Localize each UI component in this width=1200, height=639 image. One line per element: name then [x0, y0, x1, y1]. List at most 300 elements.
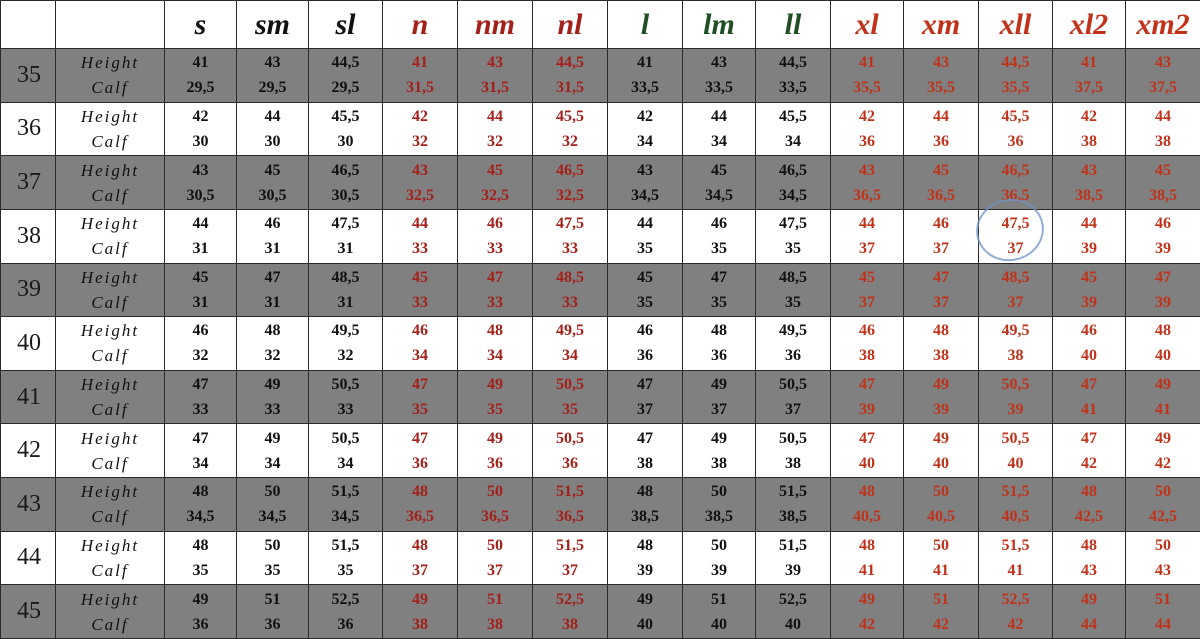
size-row [1, 49, 1200, 103]
height-value: 47 [1081, 429, 1097, 447]
calf-value: 32 [264, 347, 281, 365]
height-value: 48 [1155, 322, 1171, 340]
measurement-cell [533, 102, 608, 156]
measurement-cell [309, 49, 383, 103]
shoe-size-label: 40 [1, 317, 56, 371]
calf-value: 36 [711, 347, 727, 365]
calf-value: 29,5 [186, 79, 215, 97]
height-value: 44,5 [779, 54, 807, 72]
calf-value: 42 [1007, 615, 1024, 633]
measurement-cell [383, 370, 458, 424]
calf-value: 40 [1081, 347, 1097, 365]
measurement-cell [979, 478, 1053, 532]
height-value: 43 [412, 161, 428, 179]
height-value: 48 [192, 536, 209, 554]
measurement-cell [533, 478, 608, 532]
height-value: 49 [933, 376, 949, 394]
height-value: 50 [487, 483, 503, 501]
measurement-cell [383, 156, 458, 210]
height-value: 48,5 [779, 268, 807, 286]
calf-value: 38,5 [1149, 186, 1177, 204]
calf-value: 30,5 [186, 186, 215, 204]
measurement-cell [683, 370, 756, 424]
height-value: 45 [933, 161, 949, 179]
calf-value: 34 [337, 454, 354, 472]
calf-value: 37 [785, 401, 801, 419]
measurement-cell [458, 478, 533, 532]
calf-value: 32 [412, 132, 428, 150]
height-value: 43 [487, 54, 503, 72]
shoe-size-label: 44 [1, 531, 56, 585]
measurement-cell [309, 209, 383, 263]
calf-value: 35 [487, 401, 503, 419]
calf-value: 41 [1155, 401, 1171, 419]
height-value: 46 [637, 322, 653, 340]
calf-value: 34 [637, 132, 653, 150]
height-value: 44 [637, 215, 653, 233]
calf-value: 42 [859, 615, 875, 633]
measurement-cell [831, 156, 904, 210]
measurement-cell [756, 478, 831, 532]
calf-value: 37 [562, 561, 578, 579]
calf-value: 35 [711, 293, 727, 311]
height-value: 48 [711, 322, 727, 340]
measurement-cell [383, 531, 458, 585]
measurement-cell [383, 263, 458, 317]
height-value: 50 [933, 483, 949, 501]
measurement-cell [904, 531, 979, 585]
height-value: 47 [637, 376, 653, 394]
height-value: 44,5 [556, 54, 584, 72]
calf-value: 36 [785, 347, 801, 365]
measurement-cell [1126, 317, 1200, 371]
height-value: 47 [711, 268, 727, 286]
height-value: 45 [192, 268, 209, 286]
calf-value: 30 [192, 132, 209, 150]
height-value: 43 [711, 54, 727, 72]
measurement-cell [165, 370, 237, 424]
measurement-cell [165, 317, 237, 371]
size-row [1, 263, 1200, 317]
height-value: 48 [637, 483, 653, 501]
calf-value: 35,5 [1001, 79, 1030, 97]
calf-value: 38 [1007, 347, 1024, 365]
calf-value: 40 [1155, 347, 1171, 365]
calf-value: 34,5 [186, 508, 215, 526]
measurement-cell [165, 102, 237, 156]
measurement-cell [979, 531, 1053, 585]
calf-value: 33 [412, 240, 428, 258]
measurement-cell [1126, 49, 1200, 103]
height-value: 47 [412, 376, 428, 394]
size-row [1, 209, 1200, 263]
height-value: 45 [264, 161, 281, 179]
calf-value: 37 [859, 240, 875, 258]
calf-value: 36 [1007, 132, 1024, 150]
shoe-size-label: 35 [1, 49, 56, 103]
height-value: 43 [192, 161, 209, 179]
calf-value: 37 [637, 401, 653, 419]
calf-value: 39 [785, 561, 801, 579]
measurement-cell [1126, 102, 1200, 156]
height-value: 49,5 [1001, 322, 1030, 340]
height-value: 44 [1155, 107, 1171, 125]
measurement-cell [1126, 370, 1200, 424]
calf-value: 34 [785, 132, 801, 150]
calf-value: 35 [785, 240, 801, 258]
calf-value: 39 [637, 561, 653, 579]
calf-value: 40 [859, 454, 875, 472]
calf-value: 40 [711, 615, 727, 633]
height-value: 48 [412, 483, 428, 501]
measurement-cell [165, 209, 237, 263]
calf-value: 35 [412, 401, 428, 419]
measurement-cell [309, 317, 383, 371]
calf-value: 34,5 [258, 508, 287, 526]
calf-value: 33,5 [705, 79, 733, 97]
calf-value: 42 [1155, 454, 1171, 472]
height-label: Height [80, 267, 140, 287]
measurement-cell [458, 585, 533, 639]
measurement-cell [1126, 156, 1200, 210]
calf-label: Calf [91, 78, 129, 98]
calf-value: 37,5 [1075, 79, 1103, 97]
measurement-cell [904, 317, 979, 371]
measurement-cell [683, 49, 756, 103]
measure-labels [56, 478, 165, 532]
measurement-cell [1053, 478, 1126, 532]
column-header-l: l [608, 1, 683, 49]
height-value: 49,5 [556, 322, 584, 340]
header-row [1, 1, 1200, 49]
height-value: 47 [192, 376, 209, 394]
height-value: 42 [412, 107, 428, 125]
calf-value: 41 [1081, 401, 1097, 419]
measurement-cell [904, 102, 979, 156]
calf-value: 38 [637, 454, 653, 472]
height-value: 48 [859, 536, 875, 554]
calf-label: Calf [91, 400, 129, 420]
measurement-cell [1053, 102, 1126, 156]
measurement-cell [831, 424, 904, 478]
calf-value: 32,5 [556, 186, 584, 204]
calf-value: 38 [562, 615, 578, 633]
calf-value: 37 [1007, 293, 1024, 311]
height-value: 46 [412, 322, 428, 340]
column-header-xm: xm [904, 1, 979, 49]
column-header-n: n [383, 1, 458, 49]
height-value: 46 [487, 215, 503, 233]
calf-value: 39 [859, 401, 875, 419]
shoe-size-label: 36 [1, 102, 56, 156]
height-value: 51 [711, 590, 727, 608]
height-value: 50,5 [331, 429, 360, 447]
measurement-cell [608, 531, 683, 585]
calf-value: 35 [637, 293, 653, 311]
measure-labels [56, 317, 165, 371]
height-value: 49 [264, 429, 281, 447]
height-value: 47,5 [1001, 215, 1030, 233]
calf-value: 33,5 [631, 79, 659, 97]
calf-label: Calf [91, 185, 129, 205]
size-row [1, 317, 1200, 371]
height-value: 50,5 [1001, 429, 1030, 447]
height-value: 41 [192, 54, 209, 72]
measurement-cell [979, 585, 1053, 639]
measurement-cell [237, 263, 309, 317]
height-label: Height [80, 106, 140, 126]
calf-label: Calf [91, 560, 129, 580]
height-value: 51,5 [331, 483, 360, 501]
calf-value: 34 [412, 347, 428, 365]
calf-value: 41 [859, 561, 875, 579]
measurement-cell [608, 102, 683, 156]
calf-value: 32,5 [406, 186, 434, 204]
measurement-cell [309, 263, 383, 317]
measurement-cell [608, 209, 683, 263]
calf-value: 37 [859, 293, 875, 311]
size-rows [1, 49, 1200, 639]
calf-label: Calf [91, 507, 129, 527]
calf-value: 34,5 [331, 508, 360, 526]
measurement-cell [165, 156, 237, 210]
calf-value: 33 [562, 293, 578, 311]
measurement-cell [608, 263, 683, 317]
column-header-ll: ll [756, 1, 831, 49]
calf-value: 34 [562, 347, 578, 365]
calf-value: 32 [562, 132, 578, 150]
calf-value: 37 [1007, 240, 1024, 258]
height-value: 47 [192, 429, 209, 447]
height-value: 45 [1155, 161, 1171, 179]
height-value: 43 [1155, 54, 1171, 72]
calf-value: 29,5 [331, 79, 360, 97]
height-value: 45 [711, 161, 727, 179]
measurement-cell [1126, 263, 1200, 317]
height-value: 50,5 [556, 429, 584, 447]
measurement-cell [831, 370, 904, 424]
calf-value: 35,5 [927, 79, 955, 97]
size-row [1, 370, 1200, 424]
height-value: 47 [1081, 376, 1097, 394]
height-value: 50,5 [779, 429, 807, 447]
measurement-cell [458, 370, 533, 424]
measurement-cell [237, 209, 309, 263]
calf-value: 42,5 [1075, 508, 1103, 526]
measurement-cell [608, 424, 683, 478]
calf-value: 32 [337, 347, 354, 365]
height-value: 47 [264, 268, 281, 286]
measurement-cell [165, 585, 237, 639]
height-value: 47 [412, 429, 428, 447]
measurement-cell [904, 156, 979, 210]
calf-value: 38 [412, 615, 428, 633]
column-header-sm: sm [237, 1, 309, 49]
calf-value: 38 [933, 347, 949, 365]
height-value: 44 [1081, 215, 1097, 233]
height-value: 52,5 [1001, 590, 1030, 608]
calf-value: 35 [562, 401, 578, 419]
height-value: 45,5 [556, 107, 584, 125]
measurement-cell [309, 424, 383, 478]
measurement-cell [1053, 317, 1126, 371]
height-value: 44 [933, 107, 949, 125]
measurement-cell [831, 585, 904, 639]
calf-value: 36 [192, 615, 209, 633]
column-header-xll: xll [979, 1, 1053, 49]
measurement-cell [458, 317, 533, 371]
measurement-cell [458, 424, 533, 478]
height-label: Height [80, 535, 140, 555]
measurement-cell [608, 370, 683, 424]
measurement-cell [533, 585, 608, 639]
height-value: 46 [1081, 322, 1097, 340]
size-row [1, 424, 1200, 478]
height-value: 48 [264, 322, 281, 340]
measurement-cell [309, 585, 383, 639]
measure-labels [56, 531, 165, 585]
calf-label: Calf [91, 614, 129, 634]
calf-value: 37 [487, 561, 503, 579]
measurement-cell [979, 102, 1053, 156]
column-header-xm2: xm2 [1126, 1, 1200, 49]
height-value: 51,5 [1001, 536, 1030, 554]
measurement-cell [904, 263, 979, 317]
height-value: 49 [637, 590, 653, 608]
measurement-cell [683, 209, 756, 263]
calf-value: 34 [711, 132, 727, 150]
height-value: 46 [264, 215, 281, 233]
height-label: Height [80, 321, 140, 341]
height-label: Height [80, 53, 140, 73]
size-row [1, 585, 1200, 639]
measurement-cell [756, 209, 831, 263]
height-value: 44 [264, 107, 281, 125]
calf-value: 33 [487, 240, 503, 258]
calf-label: Calf [91, 292, 129, 312]
height-value: 43 [859, 161, 875, 179]
column-header-xl: xl [831, 1, 904, 49]
height-value: 45,5 [1001, 107, 1030, 125]
shoe-size-label: 41 [1, 370, 56, 424]
calf-value: 36,5 [927, 186, 955, 204]
height-value: 50 [1155, 536, 1171, 554]
height-value: 46 [1155, 215, 1171, 233]
measure-labels [56, 49, 165, 103]
calf-value: 38 [1155, 132, 1171, 150]
column-header-lm: lm [683, 1, 756, 49]
measurement-cell [1126, 209, 1200, 263]
height-value: 48 [859, 483, 875, 501]
calf-value: 40 [785, 615, 801, 633]
height-value: 50 [264, 536, 281, 554]
measurement-cell [1053, 209, 1126, 263]
measurement-cell [683, 478, 756, 532]
height-value: 48 [933, 322, 949, 340]
height-label: Height [80, 482, 140, 502]
height-value: 43 [264, 54, 281, 72]
measure-labels [56, 102, 165, 156]
calf-value: 39 [1081, 293, 1097, 311]
calf-value: 39 [1155, 293, 1171, 311]
size-row [1, 102, 1200, 156]
calf-value: 33,5 [779, 79, 807, 97]
measurement-cell [831, 263, 904, 317]
measurement-cell [458, 209, 533, 263]
measurement-cell [979, 209, 1053, 263]
calf-value: 31 [264, 240, 281, 258]
calf-value: 38,5 [705, 508, 733, 526]
measurement-cell [383, 585, 458, 639]
height-value: 47,5 [556, 215, 584, 233]
height-value: 48,5 [1001, 268, 1030, 286]
height-value: 47 [933, 268, 949, 286]
height-value: 48 [192, 483, 209, 501]
height-value: 49 [859, 590, 875, 608]
height-value: 49 [711, 429, 727, 447]
height-value: 48 [637, 536, 653, 554]
measurement-cell [533, 317, 608, 371]
measurement-cell [831, 102, 904, 156]
calf-value: 36 [264, 615, 281, 633]
measurement-cell [831, 531, 904, 585]
height-value: 48 [412, 536, 428, 554]
calf-value: 39 [933, 401, 949, 419]
height-value: 49 [1081, 590, 1097, 608]
height-value: 50,5 [779, 376, 807, 394]
measurement-cell [458, 49, 533, 103]
height-value: 46,5 [331, 161, 360, 179]
calf-value: 38,5 [631, 508, 659, 526]
column-header-s: s [165, 1, 237, 49]
calf-value: 39 [1007, 401, 1024, 419]
measurement-cell [533, 156, 608, 210]
measurement-cell [165, 531, 237, 585]
height-value: 46 [192, 322, 209, 340]
calf-value: 40,5 [853, 508, 881, 526]
height-value: 41 [859, 54, 875, 72]
measurement-cell [237, 370, 309, 424]
height-value: 45,5 [331, 107, 360, 125]
calf-value: 43 [1081, 561, 1097, 579]
calf-value: 44 [1081, 615, 1097, 633]
height-value: 44 [192, 215, 209, 233]
measurement-cell [1053, 49, 1126, 103]
calf-value: 30 [337, 132, 354, 150]
calf-value: 35 [264, 561, 281, 579]
calf-value: 37 [711, 401, 727, 419]
calf-value: 34,5 [705, 186, 733, 204]
measure-labels [56, 156, 165, 210]
measurement-cell [979, 156, 1053, 210]
measurement-cell [608, 585, 683, 639]
height-value: 47 [859, 429, 875, 447]
calf-value: 31 [264, 293, 281, 311]
height-value: 49 [487, 429, 503, 447]
measurement-cell [1053, 370, 1126, 424]
calf-value: 38 [785, 454, 801, 472]
height-value: 49 [412, 590, 428, 608]
height-value: 43 [933, 54, 949, 72]
measurement-cell [458, 531, 533, 585]
height-value: 49 [711, 376, 727, 394]
measurement-cell [533, 370, 608, 424]
measurement-cell [756, 531, 831, 585]
measurement-cell [756, 424, 831, 478]
measurement-cell [904, 478, 979, 532]
measurement-cell [165, 424, 237, 478]
measurement-cell [383, 424, 458, 478]
